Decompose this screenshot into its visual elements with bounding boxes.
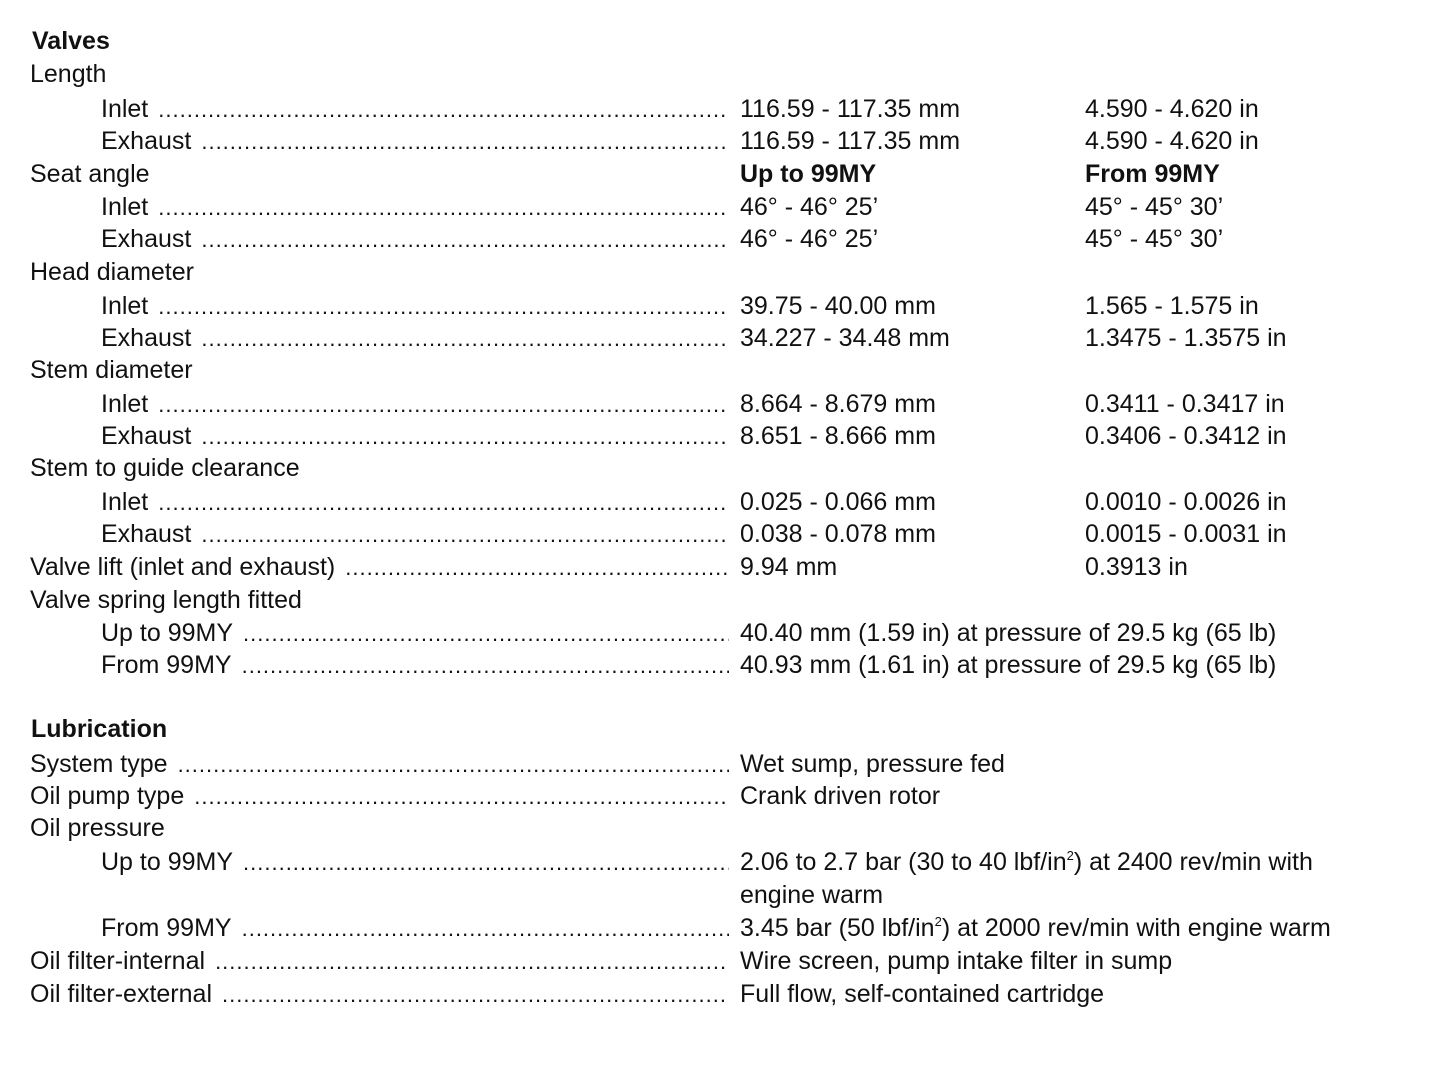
leader-dots (158, 388, 729, 421)
leader-dots (345, 551, 729, 584)
superscript: 2 (1066, 848, 1074, 863)
value-in: 0.3406 - 0.3412 in (1085, 422, 1287, 450)
leader-dots (178, 748, 729, 781)
stem-guide-label: Stem to guide clearance (30, 454, 300, 482)
value-mm: 116.59 - 117.35 mm (740, 95, 961, 123)
seat-inlet-row (0, 191, 1456, 224)
value-text: Wet sump, pressure fed (740, 750, 1005, 778)
value-from: 45° - 45° 30’ (1085, 225, 1224, 253)
seat-angle-header-row (0, 158, 1456, 191)
value-mm: 8.651 - 8.666 mm (740, 422, 936, 450)
row-label: Valve lift (inlet and exhaust) (30, 553, 336, 581)
leader-dots (158, 191, 729, 224)
value-text: Full flow, self-contained cartridge (740, 980, 1105, 1008)
guide-exhaust-row (0, 518, 1456, 551)
row-label: Inlet (101, 193, 149, 221)
pressure-from-row (0, 912, 1456, 945)
row-label: From 99MY (101, 914, 232, 942)
leader-dots (243, 617, 729, 650)
pressure-up-to-row (0, 846, 1456, 879)
system-type-row (0, 748, 1456, 781)
leader-dots (242, 912, 729, 945)
value-in: 0.3913 in (1085, 553, 1188, 581)
valves-heading: Valves (32, 27, 110, 55)
leader-dots (201, 420, 729, 453)
value-text: Wire screen, pump intake filter in sump (740, 947, 1173, 975)
leader-dots (194, 780, 729, 813)
row-label: Exhaust (101, 127, 192, 155)
value-mm: 0.038 - 0.078 mm (740, 520, 936, 548)
row-label: Inlet (101, 390, 149, 418)
leader-dots (158, 93, 729, 126)
row-label: Inlet (101, 488, 149, 516)
spring-up-to-row (0, 617, 1456, 650)
oil-pressure-label: Oil pressure (30, 814, 165, 842)
leader-dots (215, 945, 729, 978)
row-label: Exhaust (101, 225, 192, 253)
value-text: 40.93 mm (1.61 in) at pressure of 29.5 kg (65 lb) (740, 651, 1277, 679)
guide-inlet-row (0, 486, 1456, 519)
value-text: 3.45 bar (50 lbf/$in^2$) at 2000 rev/min with engine warm (740, 914, 1331, 942)
value-mm: 34.227 - 34.48 mm (740, 324, 950, 352)
row-label: System type (30, 750, 168, 778)
leader-dots (222, 978, 729, 1011)
stem-inlet-row (0, 388, 1456, 421)
pressure-up-to-continuation (0, 879, 1456, 912)
spring-from-row (0, 649, 1456, 682)
row-label: Up to 99MY (101, 619, 234, 647)
value-mm: 0.025 - 0.066 mm (740, 488, 936, 516)
row-label: Oil filter-external (30, 980, 212, 1008)
row-label: Exhaust (101, 324, 192, 352)
leader-dots (201, 223, 729, 256)
value-text: Crank driven rotor (740, 782, 941, 810)
length-label: Length (30, 60, 107, 88)
col-header-from-99my: From 99MY (1085, 160, 1220, 188)
seat-angle-label: Seat angle (30, 160, 150, 188)
col-header-up-to-99my: Up to 99MY (740, 160, 877, 188)
value-in: 0.0015 - 0.0031 in (1085, 520, 1287, 548)
leader-dots (243, 846, 729, 879)
value-in: 0.3411 - 0.3417 in (1085, 390, 1285, 418)
row-label: Inlet (101, 95, 149, 123)
leader-dots (201, 322, 729, 355)
value-mm: 9.94 mm (740, 553, 838, 581)
superscript: 2 (934, 914, 942, 929)
length-inlet-row (0, 93, 1456, 126)
leader-dots (201, 518, 729, 551)
value-text: 2.06 to 2.7 bar (30 to 40 lbf/$in^2$) at 2400 rev/min with (740, 848, 1313, 876)
value-in: 4.590 - 4.620 in (1085, 95, 1259, 123)
seat-exhaust-row (0, 223, 1456, 256)
row-label: Oil pump type (30, 782, 185, 810)
value-mm: 8.664 - 8.679 mm (740, 390, 936, 418)
pump-type-row (0, 780, 1456, 813)
value-in: 1.565 - 1.575 in (1085, 292, 1259, 320)
head-inlet-row (0, 290, 1456, 323)
value-in: 1.3475 - 1.3575 in (1085, 324, 1287, 352)
row-label: Oil filter-internal (30, 947, 206, 975)
leader-dots (242, 649, 729, 682)
valve-lift-row (0, 551, 1456, 584)
leader-dots (158, 290, 729, 323)
value-text-line2: engine warm (740, 881, 884, 909)
row-label: Up to 99MY (101, 848, 234, 876)
head-diameter-label: Head diameter (30, 258, 194, 286)
row-label: Inlet (101, 292, 149, 320)
row-label: From 99MY (101, 651, 232, 679)
row-label: Exhaust (101, 422, 192, 450)
value-in: 0.0010 - 0.0026 in (1085, 488, 1287, 516)
head-exhaust-row (0, 322, 1456, 355)
filter-internal-row (0, 945, 1456, 978)
leader-dots (158, 486, 729, 519)
value-from: 45° - 45° 30’ (1085, 193, 1224, 221)
value-text: 40.40 mm (1.59 in) at pressure of 29.5 kg (65 lb) (740, 619, 1277, 647)
length-exhaust-row (0, 125, 1456, 158)
stem-exhaust-row (0, 420, 1456, 453)
value-in: 4.590 - 4.620 in (1085, 127, 1259, 155)
value-up-to: 46° - 46° 25’ (740, 225, 879, 253)
value-mm: 116.59 - 117.35 mm (740, 127, 961, 155)
value-up-to: 46° - 46° 25’ (740, 193, 879, 221)
value-mm: 39.75 - 40.00 mm (740, 292, 936, 320)
leader-dots (201, 125, 729, 158)
stem-diameter-label: Stem diameter (30, 356, 193, 384)
row-label: Exhaust (101, 520, 192, 548)
lubrication-heading: Lubrication (31, 715, 168, 743)
spring-label: Valve spring length fitted (30, 586, 302, 614)
filter-external-row (0, 978, 1456, 1011)
